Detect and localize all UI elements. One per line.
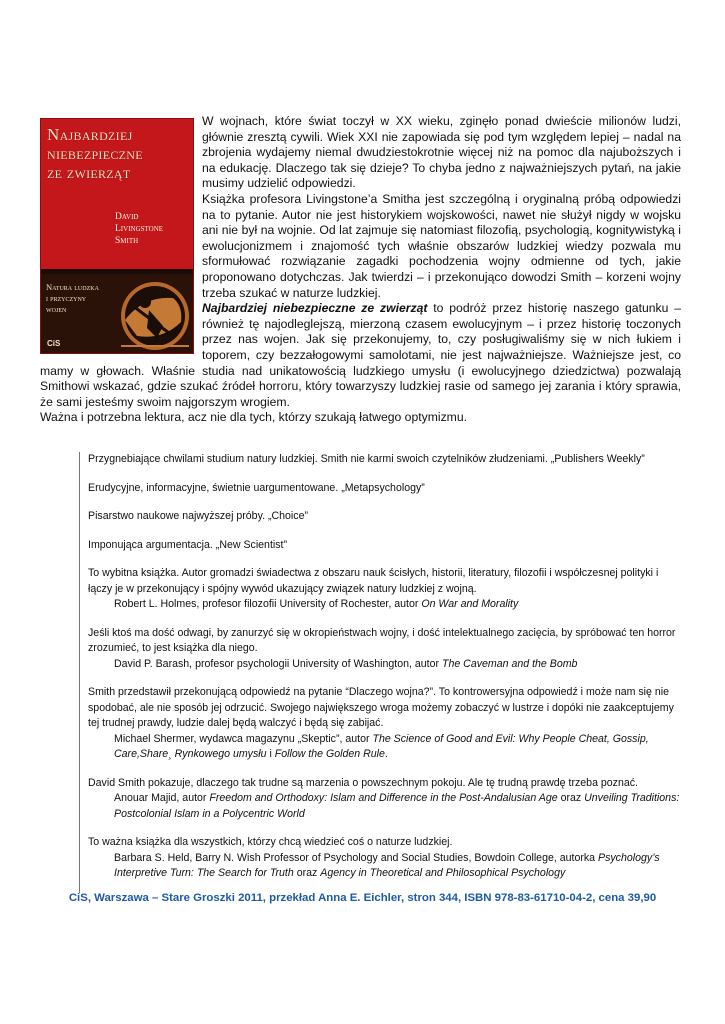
review-quote: To ważna książka dla wszystkich, którzy chcą wiedzieć coś o naturze ludzkiej. [88, 836, 453, 848]
review-quote: Pisarstwo naukowe najwyższej próby. „Choice” [88, 510, 309, 522]
review-quote: Smith przedstawił przekonującą odpowiedź na pytanie “Dlaczego wojna?”. To kontrowersyjna odpowiedź i może nam się nie spodobać, ale nie sposób jej odrzucić. Swojego największego wroga możemy zobaczyć w lustrze i dopóki nie zaakceptujemy tej trudnej prawdy, ludzie dalej będą walczyć i będą się zabijać. [88, 686, 674, 729]
review-item [88, 685, 681, 763]
review-item [88, 566, 681, 613]
cover-subtitle: Natura ludzka i przyczyny wojen [46, 282, 99, 314]
review-attribution: Michael Shermer, wydawca magazynu „Skeptic”, autor The Science of Good and Evil: Why People Cheat, Gossip, Care,Share¸ Rynkowego umysłu i Follow the Golden Rule. [114, 732, 649, 760]
publisher-logo: CiS [47, 339, 61, 348]
description-paragraph-4: Ważna i potrzebna lektura, acz nie dla tych, którzy szukają łatwego optymizmu. [40, 410, 467, 425]
review-quote: Imponująca argumentacja. „New Scientist” [88, 538, 288, 551]
review-item [88, 509, 681, 525]
review-attribution: Anouar Majid, autor Freedom and Orthodoxy: Islam and Difference in the Post-Andalusian Age oraz Unveiling Traditions: Postcolonial Islam in a Polycentric World [114, 792, 680, 820]
reviews-section [79, 452, 681, 893]
review-item [88, 626, 681, 673]
review-quote: David Smith pokazuje, dlaczego tak trudne są marzenia o powszechnym pokoju. Ale tę trudną prawdę trzeba poznać. [88, 776, 639, 789]
review-quote: Erudycyjne, informacyjne, świetnie uargumentowane. „Metapsychology” [88, 481, 425, 494]
description-paragraph-3: Najbardziej niebezpieczne ze zwierząt to podróż przez historię naszego gatunku – również tę najodleglejszą, mierzoną czasem ewolucyjnym – i przez historię toczonych przez nas wojen. Jak się przekonujemy, to, czy posługiwaliśmy się w nich łukiem i toporem, czy bezzałogowymi samolotami, nie jest najważniejsze. Ważniejsze jest, co mamy w głowach. Właśnie studia nad unikatowością ludzkiego umysłu (i ewolucyjnego dziedzictwa) pozwalają Smithowi wskazać, gdzie szukać źródeł horroru, który towarzyszy ludzkiej rasie od samego jej zarania i który sprawia, że sami jesteśmy swoim najgorszym wrogiem. [40, 301, 682, 409]
cover-author: David Livingstone Smith [115, 212, 164, 246]
review-item [88, 481, 681, 497]
book-title-emphasis: Najbardziej niebezpieczne ze zwierząt [202, 301, 428, 316]
review-attribution: Barbara S. Held, Barry N. Wish Professor of Psychology and Social Studies, Bowdoin College, autorka Psychology’s Interpretive Turn: The Search for Truth oraz Agency in Theoretical and Philosophical Psychology [114, 851, 660, 879]
description-paragraph-1: W wojnach, które świat toczył w XX wieku, zginęło ponad dwieście milionów ludzi, głównie zresztą cywili. Wiek XXI nie zapowiada się pod tym względem lepiej – nadal na zbrojenia wydajemy niemal dwudziestokrotnie więcej niż na pomoc dla najuboższych i na edukację. Dlaczego tak się dzieje? To chyba jedno z najważniejszych pytań, na jakie musimy udzielić odpowiedzi. [202, 114, 681, 191]
review-quote: Przygnebiające chwilami studium natury ludzkiej. Smith nie karmi swoich czytelników złudzeniami. „Publishers Weekly” [88, 453, 645, 465]
review-quote: Jeśli ktoś ma dość odwagi, by zanurzyć się w okropieństwach wojny, i dość intelektualnego zacięcia, by spróbować ten horror zrozumieć, to jest książka dla niego. [88, 626, 676, 654]
review-item [88, 835, 681, 882]
review-item [88, 538, 681, 554]
review-attribution: David P. Barash, profesor psychologii University of Washington, autor The Caveman and the Bomb [114, 657, 578, 670]
cover-title: Najbardziej niebezpieczne ze zwierząt [47, 125, 143, 182]
book-description [40, 114, 681, 426]
review-item [88, 776, 681, 823]
publication-details: CiS, Warszawa – Stare Groszki 2011, przekład Anna E. Eichler, stron 344, ISBN 978-83-61710-04-2, cena 39,90 [68, 892, 657, 904]
review-item [88, 452, 681, 468]
description-paragraph-2: Książka profesora Livingstone’a Smitha jest szczególną i oryginalną próbą odpowiedzi na to pytanie. Autor nie jest historykiem wojskowości, nawet nie służył nigdy w wojsku ani nie był na wojnie. Od lat zajmuje się natomiast filozofią, psychologią, kognitywistyką i ewolucjonizmem i znajomość tych właśnie obszarów ludzkiej wiedzy pozwala mu sformułować rozwiązanie zagadki pochodzenia wojny odmienne od tych, jakie proponowano dotychczas. Jak twierdzi – i przekonująco dowodzi Smith – korzeni wojny trzeba szukać w naturze ludzkiej. [202, 191, 681, 300]
review-quote: To wybitna książka. Autor gromadzi świadectwa z obszaru nauk ścisłych, historii, literatury, filozofii i współczesnej polityki i łączy je w przekonujący i spójny wywód ukazujący związek natury ludzkiej z wojną. [88, 567, 659, 595]
review-attribution: Robert L. Holmes, profesor filozofii University of Rochester, autor On War and Morality [114, 598, 519, 610]
